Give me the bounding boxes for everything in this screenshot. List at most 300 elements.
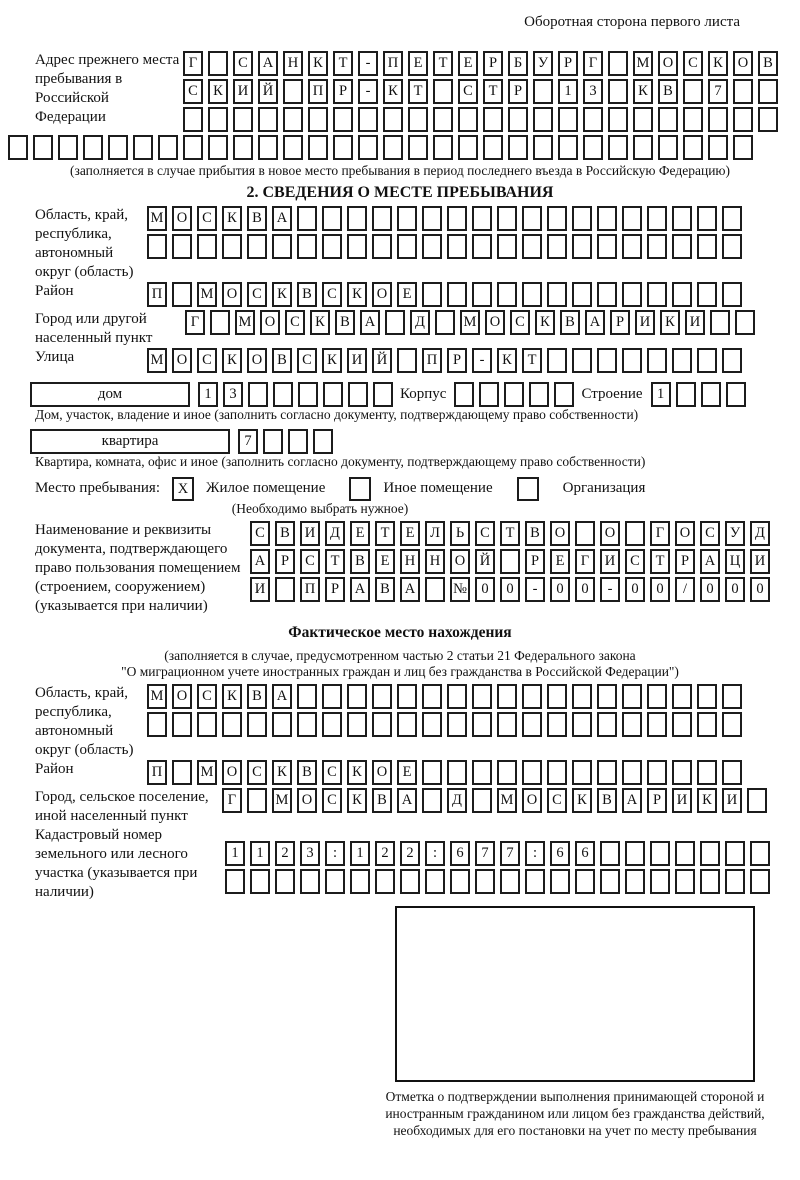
kadastr-field: [0, 826, 800, 902]
fact-oblast-field: [0, 684, 800, 760]
char-cell: Р: [525, 549, 545, 574]
char-cell: [633, 135, 653, 160]
char-cell: 2: [400, 841, 420, 866]
char-cell: К: [322, 348, 342, 373]
fact-caption-line1: (заполняется в случае, предусмотренном частью 2 статьи 21 Федерального закона: [164, 648, 636, 663]
char-cell: 0: [725, 577, 745, 602]
char-cell: [675, 869, 695, 894]
char-cell: А: [400, 577, 420, 602]
prev-address-caption: (заполняется в случае прибытия в новое место пребывания в период последнего въезда в Российскую Федерацию): [69, 163, 731, 178]
kvartira-type-box: квартира: [30, 429, 230, 454]
char-cell: [385, 310, 405, 335]
char-cell: [522, 712, 542, 737]
char-cell: [283, 79, 303, 104]
dom-type-box: дом: [30, 382, 190, 407]
char-cell: [697, 760, 717, 785]
char-cell: -: [600, 577, 620, 602]
char-cell: [273, 382, 293, 407]
prev-address-label: Адрес прежнего места пребывания в Российской Федерации: [35, 52, 180, 125]
char-cell: [358, 135, 378, 160]
korpus-cells: [454, 382, 579, 407]
char-cell: [333, 107, 353, 132]
char-cell: [450, 869, 470, 894]
char-cell: [658, 135, 678, 160]
char-cell: К: [633, 79, 653, 104]
gorod-row: [185, 310, 760, 335]
char-cell: -: [358, 79, 378, 104]
prev-address-row-2: [183, 79, 783, 104]
char-cell: [372, 206, 392, 231]
char-cell: [572, 206, 592, 231]
char-cell: Е: [350, 521, 370, 546]
char-cell: [522, 234, 542, 259]
char-cell: [522, 206, 542, 231]
char-cell: А: [397, 788, 417, 813]
char-cell: [497, 282, 517, 307]
char-cell: [622, 234, 642, 259]
char-cell: [497, 712, 517, 737]
char-cell: [722, 348, 742, 373]
char-cell: М: [460, 310, 480, 335]
char-cell: [672, 282, 692, 307]
char-cell: [700, 869, 720, 894]
char-cell: С: [475, 521, 495, 546]
mesto-note: (Необходимо выбрать нужное): [231, 501, 409, 516]
char-cell: [710, 310, 730, 335]
char-cell: Г: [583, 51, 603, 76]
char-cell: [373, 382, 393, 407]
char-cell: 0: [750, 577, 770, 602]
fact-title: Фактическое место нахождения: [288, 624, 512, 641]
char-cell: О: [450, 549, 470, 574]
char-cell: [583, 107, 603, 132]
char-cell: Т: [483, 79, 503, 104]
char-cell: [108, 135, 128, 160]
char-cell: К: [347, 788, 367, 813]
char-cell: 7: [238, 429, 258, 454]
char-cell: [622, 712, 642, 737]
char-cell: М: [147, 684, 167, 709]
char-cell: О: [600, 521, 620, 546]
char-cell: В: [375, 577, 395, 602]
char-cell: 7: [475, 841, 495, 866]
char-cell: [647, 282, 667, 307]
char-cell: 1: [558, 79, 578, 104]
char-cell: [172, 760, 192, 785]
char-cell: Т: [522, 348, 542, 373]
char-cell: С: [197, 206, 217, 231]
char-cell: О: [675, 521, 695, 546]
char-cell: [397, 234, 417, 259]
char-cell: Б: [508, 51, 528, 76]
char-cell: Е: [408, 51, 428, 76]
kvartira-caption: Квартира, комната, офис и иное (заполнить согласно документу, подтверждающему право собственности): [35, 454, 646, 469]
document-row-2: [250, 549, 775, 574]
char-cell: [375, 869, 395, 894]
char-cell: О: [172, 684, 192, 709]
kvartira-row: [30, 429, 800, 454]
char-cell: А: [258, 51, 278, 76]
char-cell: С: [197, 348, 217, 373]
char-cell: И: [750, 549, 770, 574]
stroenie-cells: [651, 382, 751, 407]
mesto-prebyvaniya-row: [35, 476, 800, 501]
char-cell: 3: [223, 382, 243, 407]
char-cell: В: [658, 79, 678, 104]
char-cell: Т: [333, 51, 353, 76]
char-cell: Р: [333, 79, 353, 104]
char-cell: М: [197, 760, 217, 785]
char-cell: [500, 549, 520, 574]
checkbox-organizatsiya: [517, 477, 539, 501]
char-cell: [308, 135, 328, 160]
char-cell: [322, 712, 342, 737]
char-cell: [597, 348, 617, 373]
char-cell: [650, 841, 670, 866]
char-cell: [397, 206, 417, 231]
char-cell: [422, 282, 442, 307]
char-cell: Е: [397, 760, 417, 785]
char-cell: [425, 869, 445, 894]
char-cell: 7: [708, 79, 728, 104]
char-cell: [497, 760, 517, 785]
char-cell: [647, 234, 667, 259]
char-cell: [622, 684, 642, 709]
char-cell: [183, 135, 203, 160]
char-cell: О: [522, 788, 542, 813]
char-cell: [275, 869, 295, 894]
char-cell: С: [625, 549, 645, 574]
char-cell: [725, 869, 745, 894]
char-cell: Р: [610, 310, 630, 335]
char-cell: [250, 869, 270, 894]
char-cell: [547, 234, 567, 259]
char-cell: [622, 282, 642, 307]
char-cell: [622, 206, 642, 231]
char-cell: [708, 107, 728, 132]
char-cell: [697, 712, 717, 737]
char-cell: 6: [550, 841, 570, 866]
char-cell: [288, 429, 308, 454]
char-cell: [447, 712, 467, 737]
char-cell: Г: [650, 521, 670, 546]
char-cell: [472, 684, 492, 709]
char-cell: [504, 382, 524, 407]
document-grid: [250, 521, 775, 605]
char-cell: Й: [258, 79, 278, 104]
char-cell: В: [372, 788, 392, 813]
char-cell: [483, 135, 503, 160]
char-cell: В: [597, 788, 617, 813]
char-cell: [575, 869, 595, 894]
prev-address-row-4: [8, 135, 800, 160]
char-cell: 0: [475, 577, 495, 602]
char-cell: [672, 712, 692, 737]
char-cell: [372, 234, 392, 259]
char-cell: [247, 234, 267, 259]
char-cell: [458, 107, 478, 132]
char-cell: П: [422, 348, 442, 373]
char-cell: А: [360, 310, 380, 335]
char-cell: [297, 684, 317, 709]
char-cell: №: [450, 577, 470, 602]
char-cell: 1: [651, 382, 671, 407]
char-cell: С: [183, 79, 203, 104]
char-cell: [497, 684, 517, 709]
option-organizatsiya-label: Организация: [562, 480, 646, 496]
char-cell: [425, 577, 445, 602]
char-cell: [422, 712, 442, 737]
char-cell: [322, 206, 342, 231]
char-cell: [258, 107, 278, 132]
char-cell: Р: [483, 51, 503, 76]
char-cell: А: [622, 788, 642, 813]
char-cell: Т: [408, 79, 428, 104]
fact-raion-field: [0, 760, 800, 788]
char-cell: 3: [583, 79, 603, 104]
char-cell: [697, 348, 717, 373]
char-cell: К: [272, 282, 292, 307]
char-cell: М: [272, 788, 292, 813]
page-side-note: Оборотная сторона первого листа: [524, 14, 740, 30]
char-cell: [447, 760, 467, 785]
char-cell: [572, 348, 592, 373]
char-cell: [647, 760, 667, 785]
char-cell: И: [722, 788, 742, 813]
char-cell: [522, 282, 542, 307]
document-field: [0, 521, 800, 616]
char-cell: Г: [185, 310, 205, 335]
char-cell: [700, 841, 720, 866]
char-cell: 3: [300, 841, 320, 866]
char-cell: [726, 382, 746, 407]
char-cell: С: [297, 348, 317, 373]
char-cell: В: [350, 549, 370, 574]
char-cell: Д: [410, 310, 430, 335]
char-cell: [422, 234, 442, 259]
char-cell: О: [733, 51, 753, 76]
char-cell: В: [560, 310, 580, 335]
fact-oblast-label: Область, край, республика, автономный округ (область): [35, 685, 134, 758]
char-cell: Р: [508, 79, 528, 104]
char-cell: [722, 234, 742, 259]
char-cell: [283, 135, 303, 160]
stamp-caption: Отметка о подтверждении выполнения принимающей стороной и иностранным гражданином или лицом без гражданства действий, необходимых для его постановки на учет по месту пребывания: [385, 1089, 765, 1138]
char-cell: [658, 107, 678, 132]
char-cell: [547, 348, 567, 373]
char-cell: Е: [550, 549, 570, 574]
char-cell: С: [233, 51, 253, 76]
char-cell: [297, 234, 317, 259]
char-cell: О: [297, 788, 317, 813]
char-cell: [625, 841, 645, 866]
char-cell: -: [472, 348, 492, 373]
char-cell: [298, 382, 318, 407]
char-cell: [297, 712, 317, 737]
char-cell: [647, 712, 667, 737]
char-cell: [83, 135, 103, 160]
char-cell: С: [322, 788, 342, 813]
char-cell: [323, 382, 343, 407]
char-cell: [683, 135, 703, 160]
stroenie-label: Строение: [581, 386, 643, 402]
char-cell: [397, 684, 417, 709]
char-cell: /: [675, 577, 695, 602]
char-cell: [647, 684, 667, 709]
char-cell: А: [250, 549, 270, 574]
char-cell: [433, 107, 453, 132]
char-cell: М: [147, 348, 167, 373]
char-cell: [608, 51, 628, 76]
char-cell: [472, 712, 492, 737]
char-cell: [725, 841, 745, 866]
char-cell: [558, 107, 578, 132]
fact-raion-row: [147, 760, 747, 785]
char-cell: [350, 869, 370, 894]
char-cell: [647, 206, 667, 231]
char-cell: 6: [575, 841, 595, 866]
fact-oblast-grid: [147, 684, 747, 740]
char-cell: [133, 135, 153, 160]
char-cell: [672, 684, 692, 709]
char-cell: 6: [450, 841, 470, 866]
checkbox-zhiloe: X: [172, 477, 194, 501]
gorod-field: [0, 310, 800, 348]
char-cell: [722, 712, 742, 737]
char-cell: 1: [225, 841, 245, 866]
char-cell: С: [700, 521, 720, 546]
char-cell: К: [310, 310, 330, 335]
raion-row: [147, 282, 747, 307]
char-cell: [622, 760, 642, 785]
char-cell: [325, 869, 345, 894]
dom-caption: Дом, участок, владение и иное (заполнить согласно документу, подтверждающему право собственности): [35, 407, 639, 422]
document-row-3: [250, 577, 775, 602]
char-cell: П: [383, 51, 403, 76]
char-cell: [183, 107, 203, 132]
char-cell: [697, 282, 717, 307]
char-cell: И: [600, 549, 620, 574]
char-cell: С: [300, 549, 320, 574]
char-cell: [600, 841, 620, 866]
char-cell: [625, 521, 645, 546]
fact-oblast-row-1: [147, 684, 747, 709]
char-cell: [472, 234, 492, 259]
fact-gorod-field: [0, 788, 800, 826]
char-cell: [547, 684, 567, 709]
raion-field: [0, 282, 800, 310]
option-zhiloe-label: Жилое помещение: [206, 480, 326, 496]
char-cell: 0: [575, 577, 595, 602]
char-cell: О: [550, 521, 570, 546]
char-cell: О: [658, 51, 678, 76]
char-cell: [747, 788, 767, 813]
char-cell: Р: [325, 577, 345, 602]
fact-raion-label: Район: [35, 761, 74, 777]
char-cell: [210, 310, 230, 335]
char-cell: И: [300, 521, 320, 546]
char-cell: [347, 712, 367, 737]
char-cell: В: [297, 282, 317, 307]
char-cell: В: [275, 521, 295, 546]
char-cell: [575, 521, 595, 546]
char-cell: 0: [625, 577, 645, 602]
char-cell: И: [233, 79, 253, 104]
char-cell: Е: [397, 282, 417, 307]
char-cell: К: [708, 51, 728, 76]
prev-address-row-3: [183, 107, 783, 132]
char-cell: Й: [475, 549, 495, 574]
dom-row: [30, 382, 800, 407]
char-cell: [550, 869, 570, 894]
char-cell: [554, 382, 574, 407]
char-cell: [258, 135, 278, 160]
char-cell: [347, 206, 367, 231]
char-cell: С: [322, 282, 342, 307]
char-cell: В: [247, 684, 267, 709]
char-cell: И: [672, 788, 692, 813]
char-cell: С: [285, 310, 305, 335]
oblast-label: Область, край, республика, автономный округ (область): [35, 207, 134, 280]
char-cell: [750, 869, 770, 894]
option-inoe-label: Иное помещение: [383, 480, 493, 496]
char-cell: [347, 234, 367, 259]
char-cell: А: [700, 549, 720, 574]
char-cell: М: [147, 206, 167, 231]
char-cell: [372, 684, 392, 709]
char-cell: [475, 869, 495, 894]
char-cell: [497, 206, 517, 231]
char-cell: К: [222, 348, 242, 373]
char-cell: Н: [400, 549, 420, 574]
char-cell: [597, 234, 617, 259]
char-cell: [272, 712, 292, 737]
fact-gorod-label: Город, сельское поселение, иной населенный пункт: [35, 789, 209, 824]
char-cell: Р: [275, 549, 295, 574]
char-cell: О: [172, 206, 192, 231]
korpus-label: Корпус: [400, 386, 447, 402]
char-cell: [597, 684, 617, 709]
char-cell: Р: [675, 549, 695, 574]
char-cell: :: [525, 841, 545, 866]
char-cell: [676, 382, 696, 407]
char-cell: П: [147, 282, 167, 307]
char-cell: [358, 107, 378, 132]
char-cell: С: [247, 282, 267, 307]
char-cell: [547, 206, 567, 231]
char-cell: Р: [558, 51, 578, 76]
char-cell: [283, 107, 303, 132]
char-cell: [233, 107, 253, 132]
char-cell: П: [300, 577, 320, 602]
char-cell: 1: [198, 382, 218, 407]
char-cell: 1: [350, 841, 370, 866]
char-cell: [247, 788, 267, 813]
char-cell: [197, 234, 217, 259]
char-cell: [572, 712, 592, 737]
char-cell: В: [297, 760, 317, 785]
char-cell: [313, 429, 333, 454]
fact-caption-line2: "О миграционном учете иностранных граждан и лиц без гражданства в Российской Федерации"): [121, 664, 679, 679]
char-cell: [233, 135, 253, 160]
char-cell: [547, 760, 567, 785]
mesto-label: Место пребывания:: [35, 480, 160, 496]
char-cell: Т: [500, 521, 520, 546]
char-cell: Т: [375, 521, 395, 546]
char-cell: [558, 135, 578, 160]
char-cell: [8, 135, 28, 160]
char-cell: В: [335, 310, 355, 335]
